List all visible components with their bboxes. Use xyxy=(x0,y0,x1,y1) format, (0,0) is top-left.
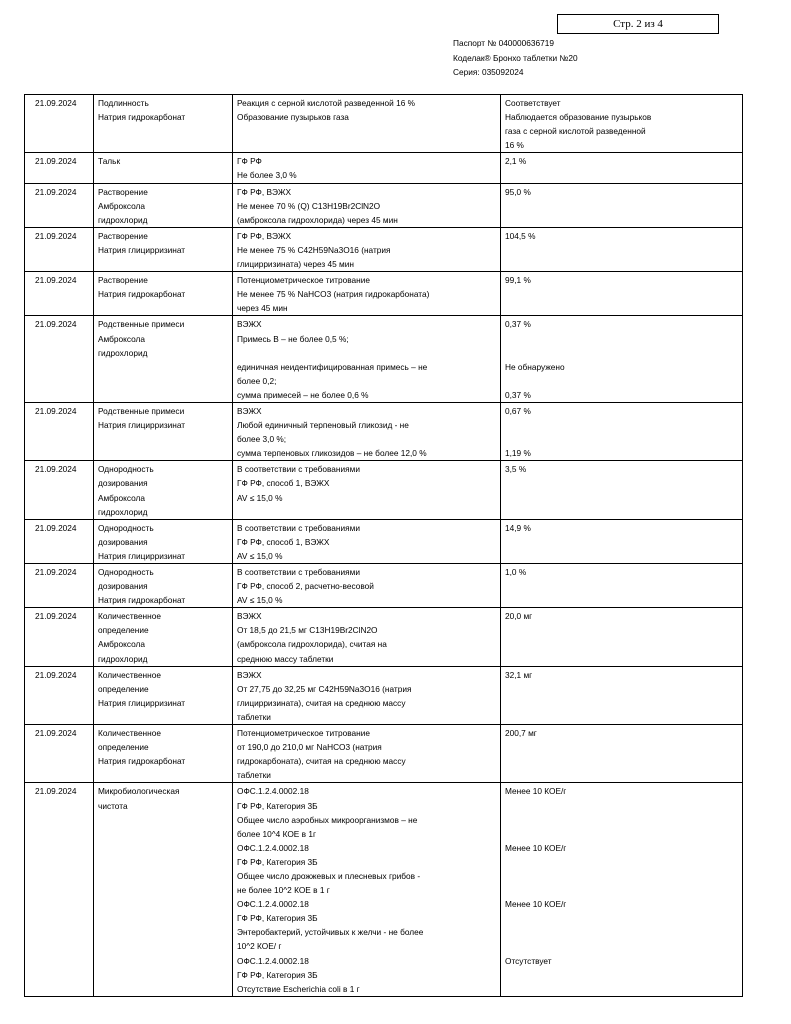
result-line: 99,1 % xyxy=(505,275,531,286)
test-result xyxy=(501,783,743,996)
test-method xyxy=(233,272,501,316)
method-line: от 190,0 до 210,0 мг NaHCO3 (натрия xyxy=(237,742,382,753)
test-method xyxy=(233,402,501,460)
result-line xyxy=(505,869,739,883)
parameter-line: Количественное xyxy=(98,669,161,680)
passport-number: Паспорт № 040000636719 xyxy=(453,38,554,48)
parameter-line: Растворение xyxy=(98,230,148,241)
table-row xyxy=(25,316,743,403)
method-line: ГФ РФ, способ 2, расчетно-весовой xyxy=(237,581,374,592)
table-row xyxy=(25,783,743,996)
table-row xyxy=(25,227,743,271)
test-results-table xyxy=(24,94,743,997)
parameter-line: дозирования xyxy=(98,536,148,547)
result-line: 2,1 % xyxy=(505,156,527,167)
test-method xyxy=(233,666,501,724)
result-line xyxy=(505,939,739,953)
parameter-line: Количественное xyxy=(98,611,161,622)
test-method xyxy=(233,316,501,403)
method-line: ГФ РФ, способ 1, ВЭЖХ xyxy=(237,478,330,489)
table-row xyxy=(25,402,743,460)
parameter-line: Натрия гидрокарбонат xyxy=(98,595,186,606)
test-result xyxy=(501,725,743,783)
table-row xyxy=(25,461,743,519)
document-header xyxy=(453,36,578,80)
result-line: 200,7 мг xyxy=(505,728,537,739)
result-line: 0,37 % xyxy=(505,319,531,330)
result-line: 104,5 % xyxy=(505,230,536,241)
result-line xyxy=(505,827,739,841)
table-row xyxy=(25,564,743,608)
method-line: глицирризината) через 45 мин xyxy=(237,259,354,270)
parameter-line: Родственные примеси xyxy=(98,319,185,330)
parameter-line: определение xyxy=(98,625,149,636)
table-row xyxy=(25,183,743,227)
method-line: Не менее 70 % (Q) C13H19Br2ClN2O xyxy=(237,200,381,211)
test-date: 21.09.2024 xyxy=(25,153,94,183)
test-method xyxy=(233,183,501,227)
parameter-line: дозирования xyxy=(98,581,148,592)
method-line: среднюю массу таблетки xyxy=(237,653,334,664)
result-line xyxy=(505,855,739,869)
method-line: Любой единичный терпеновый гликозид - не xyxy=(237,420,409,431)
result-line: газа с серной кислотой разведенной xyxy=(505,126,646,137)
result-line: Менее 10 КОЕ/г xyxy=(505,899,567,910)
parameter-line: Натрия гидрокарбонат xyxy=(98,112,186,123)
method-line: ОФС.1.2.4.0002.18 xyxy=(237,955,309,966)
method-line: 10^2 КОЕ/ г xyxy=(237,941,282,952)
test-parameter xyxy=(94,564,233,608)
method-line: В соответствии с требованиями xyxy=(237,522,360,533)
method-line: ГФ РФ, Категория 3Б xyxy=(237,969,318,980)
parameter-line: Натрия глицирризинат xyxy=(98,420,186,431)
method-line: сумма примесей – не более 0,6 % xyxy=(237,389,369,400)
method-line: ГФ РФ, ВЭЖХ xyxy=(237,230,292,241)
table-row xyxy=(25,666,743,724)
method-line: глицирризината), считая на среднюю массу xyxy=(237,697,406,708)
method-line: AV ≤ 15,0 % xyxy=(237,550,283,561)
method-line: более 0,2; xyxy=(237,375,277,386)
method-line: ВЭЖХ xyxy=(237,319,262,330)
method-line: AV ≤ 15,0 % xyxy=(237,492,283,503)
method-line: Энтеробактерий, устойчивых к желчи - не более xyxy=(237,927,424,938)
method-line: ВЭЖХ xyxy=(237,669,262,680)
method-line: В соответствии с требованиями xyxy=(237,464,360,475)
method-line: (амброксола гидрохлорида) через 45 мин xyxy=(237,214,398,225)
test-date: 21.09.2024 xyxy=(25,272,94,316)
test-result xyxy=(501,153,743,183)
parameter-line: определение xyxy=(98,683,149,694)
method-line: ОФС.1.2.4.0002.18 xyxy=(237,786,309,797)
parameter-line: гидрохлорид xyxy=(98,506,148,517)
result-line xyxy=(505,925,739,939)
parameter-line: Однородность xyxy=(98,522,154,533)
table-row xyxy=(25,519,743,563)
test-parameter xyxy=(94,725,233,783)
method-line: Общее число аэробных микроорганизмов – не xyxy=(237,814,418,825)
table-row xyxy=(25,153,743,183)
parameter-line: Амброксола xyxy=(98,639,145,650)
test-method xyxy=(233,227,501,271)
method-line: ГФ РФ, Категория 3Б xyxy=(237,856,318,867)
test-result xyxy=(501,461,743,519)
result-line: Соответствует xyxy=(505,98,561,108)
test-result xyxy=(501,272,743,316)
test-date: 21.09.2024 xyxy=(25,725,94,783)
table-row xyxy=(25,95,743,153)
test-date: 21.09.2024 xyxy=(25,316,94,403)
result-line: Наблюдается образование пузырьков xyxy=(505,112,652,123)
result-line: 1,19 % xyxy=(505,448,531,459)
parameter-line: Однородность xyxy=(98,567,154,577)
method-line: Не менее 75 % NaHCO3 (натрия гидрокарбоната) xyxy=(237,289,430,300)
test-date: 21.09.2024 xyxy=(25,519,94,563)
parameter-line: Количественное xyxy=(98,728,161,739)
test-result xyxy=(501,519,743,563)
page-indicator: Стр. 2 из 4 xyxy=(557,14,719,34)
result-line xyxy=(505,332,739,346)
result-line xyxy=(505,346,739,360)
method-line: ГФ РФ, Категория 3Б xyxy=(237,913,318,924)
test-parameter xyxy=(94,272,233,316)
test-parameter xyxy=(94,183,233,227)
method-line: не более 10^2 КОЕ в 1 г xyxy=(237,885,330,896)
parameter-line: определение xyxy=(98,742,149,753)
result-line: Менее 10 КОЕ/г xyxy=(505,842,567,853)
result-line: 95,0 % xyxy=(505,186,531,197)
method-line: Образование пузырьков газа xyxy=(237,112,349,123)
parameter-line: гидрохлорид xyxy=(98,653,148,664)
test-result xyxy=(501,608,743,666)
method-line: через 45 мин xyxy=(237,303,288,314)
test-method xyxy=(233,519,501,563)
method-line: ОФС.1.2.4.0002.18 xyxy=(237,899,309,910)
test-result xyxy=(501,564,743,608)
result-line: 0,67 % xyxy=(505,405,531,416)
test-date: 21.09.2024 xyxy=(25,608,94,666)
result-line: 14,9 % xyxy=(505,522,531,533)
method-line: единичная неидентифицированная примесь – не xyxy=(237,361,428,372)
test-parameter xyxy=(94,783,233,996)
test-date: 21.09.2024 xyxy=(25,461,94,519)
table-row xyxy=(25,725,743,783)
method-line: ГФ РФ, ВЭЖХ xyxy=(237,186,292,197)
test-date: 21.09.2024 xyxy=(25,227,94,271)
test-result xyxy=(501,666,743,724)
method-line: Потенциометрическое титрование xyxy=(237,275,370,286)
method-line: таблетки xyxy=(237,770,271,781)
parameter-line: Амброксола xyxy=(98,200,145,211)
method-line: ГФ РФ xyxy=(237,156,262,167)
test-parameter xyxy=(94,519,233,563)
product-name: Коделак® Бронхо таблетки №20 xyxy=(453,52,578,63)
result-line xyxy=(505,418,739,432)
result-line xyxy=(505,374,739,388)
parameter-line: Натрия гидрокарбонат xyxy=(98,289,186,300)
method-line: Общее число дрожжевых и плесневых грибов - xyxy=(237,870,421,881)
test-date: 21.09.2024 xyxy=(25,95,94,153)
test-result xyxy=(501,402,743,460)
test-result xyxy=(501,183,743,227)
parameter-line: гидрохлорид xyxy=(98,347,148,358)
test-date: 21.09.2024 xyxy=(25,402,94,460)
method-line: гидрокарбоната), считая на среднюю массу xyxy=(237,756,406,767)
parameter-line: Тальк xyxy=(98,156,121,167)
result-line xyxy=(505,883,739,897)
test-method xyxy=(233,608,501,666)
test-result xyxy=(501,95,743,153)
method-line: ВЭЖХ xyxy=(237,611,262,622)
method-line: Потенциометрическое титрование xyxy=(237,728,370,739)
parameter-line: Родственные примеси xyxy=(98,405,185,416)
result-line xyxy=(505,911,739,925)
method-line: Отсутствие Escherichia coli в 1 г xyxy=(237,983,360,994)
method-line: Примесь В – не более 0,5 %; xyxy=(237,333,349,344)
method-line xyxy=(237,346,497,360)
test-parameter xyxy=(94,666,233,724)
parameter-line: Растворение xyxy=(98,186,148,197)
test-parameter xyxy=(94,227,233,271)
test-method xyxy=(233,564,501,608)
result-line: 32,1 мг xyxy=(505,669,533,680)
method-line: В соответствии с требованиями xyxy=(237,567,360,577)
result-line: 16 % xyxy=(505,140,524,151)
method-line: От 18,5 до 21,5 мг C13H19Br2ClN2O xyxy=(237,625,378,636)
result-line xyxy=(505,813,739,827)
test-result xyxy=(501,227,743,271)
parameter-line: Растворение xyxy=(98,275,148,286)
result-line: 20,0 мг xyxy=(505,611,533,622)
test-parameter xyxy=(94,402,233,460)
result-line: 3,5 % xyxy=(505,464,527,475)
table-row xyxy=(25,272,743,316)
parameter-line: гидрохлорид xyxy=(98,214,148,225)
parameter-line: Микробиологическая xyxy=(98,786,180,797)
result-line: Отсутствует xyxy=(505,955,552,966)
test-method xyxy=(233,783,501,996)
result-line: 0,37 % xyxy=(505,389,531,400)
test-date: 21.09.2024 xyxy=(25,183,94,227)
result-line xyxy=(505,799,739,813)
parameter-line: Натрия глицирризинат xyxy=(98,697,186,708)
method-line: AV ≤ 15,0 % xyxy=(237,595,283,606)
method-line: Не более 3,0 % xyxy=(237,170,297,181)
method-line: Реакция с серной кислотой разведенной 16 % xyxy=(237,98,415,108)
method-line: более 10^4 КОЕ в 1г xyxy=(237,828,316,839)
method-line: более 3,0 %; xyxy=(237,434,287,445)
method-line: (амброксола гидрохлорида), считая на xyxy=(237,639,387,650)
method-line: таблетки xyxy=(237,711,271,722)
test-parameter xyxy=(94,316,233,403)
method-line: ГФ РФ, Категория 3Б xyxy=(237,800,318,811)
method-line: ОФС.1.2.4.0002.18 xyxy=(237,842,309,853)
parameter-line: дозирования xyxy=(98,478,148,489)
parameter-line: Однородность xyxy=(98,464,154,475)
parameter-line: чистота xyxy=(98,800,128,811)
method-line: сумма терпеновых гликозидов – не более 12,0 % xyxy=(237,448,427,459)
table-row xyxy=(25,608,743,666)
test-parameter xyxy=(94,153,233,183)
test-date: 21.09.2024 xyxy=(25,564,94,608)
parameter-line: Амброксола xyxy=(98,492,145,503)
test-date: 21.09.2024 xyxy=(25,783,94,996)
test-result xyxy=(501,316,743,403)
parameter-line: Подлинность xyxy=(98,98,149,108)
result-line: Менее 10 КОЕ/г xyxy=(505,786,567,797)
parameter-line: Натрия гидрокарбонат xyxy=(98,756,186,767)
parameter-line: Натрия глицирризинат xyxy=(98,244,186,255)
test-parameter xyxy=(94,95,233,153)
test-date: 21.09.2024 xyxy=(25,666,94,724)
test-method xyxy=(233,725,501,783)
result-line: Не обнаружено xyxy=(505,361,565,372)
test-method xyxy=(233,95,501,153)
method-line: От 27,75 до 32,25 мг C42H59Na3O16 (натрия xyxy=(237,683,412,694)
parameter-line: Натрия глицирризинат xyxy=(98,550,186,561)
parameter-line: Амброксола xyxy=(98,333,145,344)
method-line: Не менее 75 % C42H59Na3O16 (натрия xyxy=(237,244,391,255)
method-line: ГФ РФ, способ 1, ВЭЖХ xyxy=(237,536,330,547)
test-parameter xyxy=(94,608,233,666)
result-line: 1,0 % xyxy=(505,567,527,577)
method-line: ВЭЖХ xyxy=(237,405,262,416)
test-method xyxy=(233,153,501,183)
test-parameter xyxy=(94,461,233,519)
series-number: Серия: 035092024 xyxy=(453,67,524,77)
result-line xyxy=(505,432,739,446)
test-method xyxy=(233,461,501,519)
